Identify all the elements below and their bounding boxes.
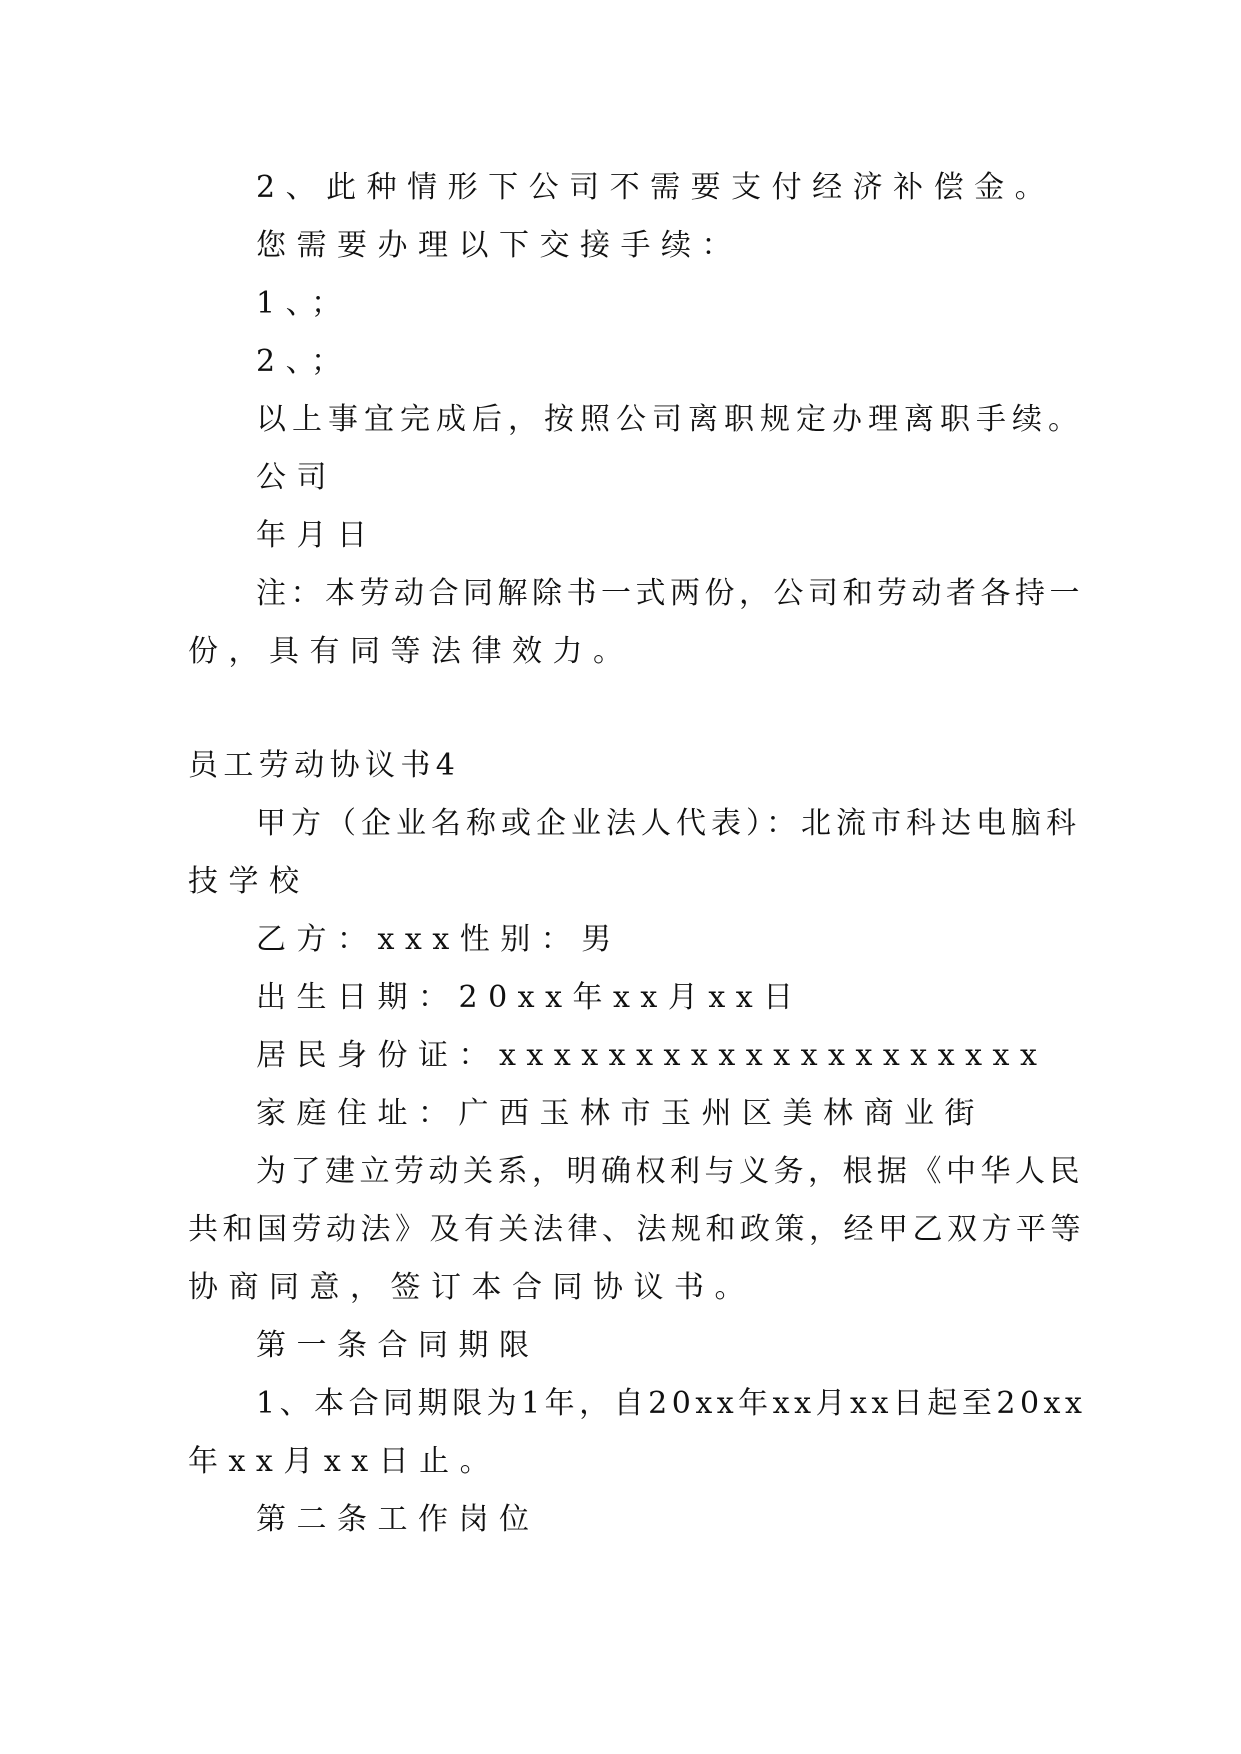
company-signature-line: 公司 (256, 460, 337, 495)
article-1-clause-line-2: 年xx月xx日止。 (188, 1444, 501, 1479)
purpose-paragraph-line-1: 为了建立劳动关系，明确权利与义务，根据《中华人民 (256, 1154, 1084, 1189)
purpose-paragraph-line-2: 共和国劳动法》及有关法律、法规和政策，经甲乙双方平等 (188, 1212, 1085, 1247)
party-a-line: 甲方（企业名称或企业法人代表）：北流市科达电脑科 (256, 806, 1081, 841)
handover-item-1: 1、； (256, 286, 352, 321)
note-line-continued: 份，具有同等法律效力。 (188, 634, 634, 669)
purpose-paragraph-line-3: 协商同意，签订本合同协议书。 (188, 1270, 755, 1305)
party-b-line: 乙方：xxx性别：男 (256, 922, 622, 957)
home-address-line: 家庭住址：广西玉林市玉州区美林商业街 (256, 1096, 985, 1131)
handover-intro-line: 您需要办理以下交接手续： (256, 228, 742, 263)
note-line: 注：本劳动合同解除书一式两份，公司和劳动者各持一 (256, 576, 1084, 611)
article-1-clause-line-1: 1、本合同期限为1年，自20xx年xx月xx日起至20xx (256, 1386, 1087, 1421)
birth-date-line: 出生日期：20xx年xx月xx日 (256, 980, 804, 1015)
id-card-line: 居民身份证：xxxxxxxxxxxxxxxxxxxx (256, 1038, 1048, 1073)
date-line: 年月日 (256, 518, 378, 553)
party-a-line-continued: 技学校 (188, 864, 310, 899)
handover-item-2: 2、； (256, 344, 352, 379)
compensation-clause-line: 2、此种情形下公司不需要支付经济补偿金。 (256, 170, 1056, 205)
resignation-procedure-line: 以上事宜完成后，按照公司离职规定办理离职手续。 (256, 402, 1084, 437)
section-title: 员工劳动协议书4 (188, 748, 461, 783)
article-1-heading: 第一条合同期限 (256, 1328, 540, 1363)
article-2-heading: 第二条工作岗位 (256, 1502, 540, 1537)
